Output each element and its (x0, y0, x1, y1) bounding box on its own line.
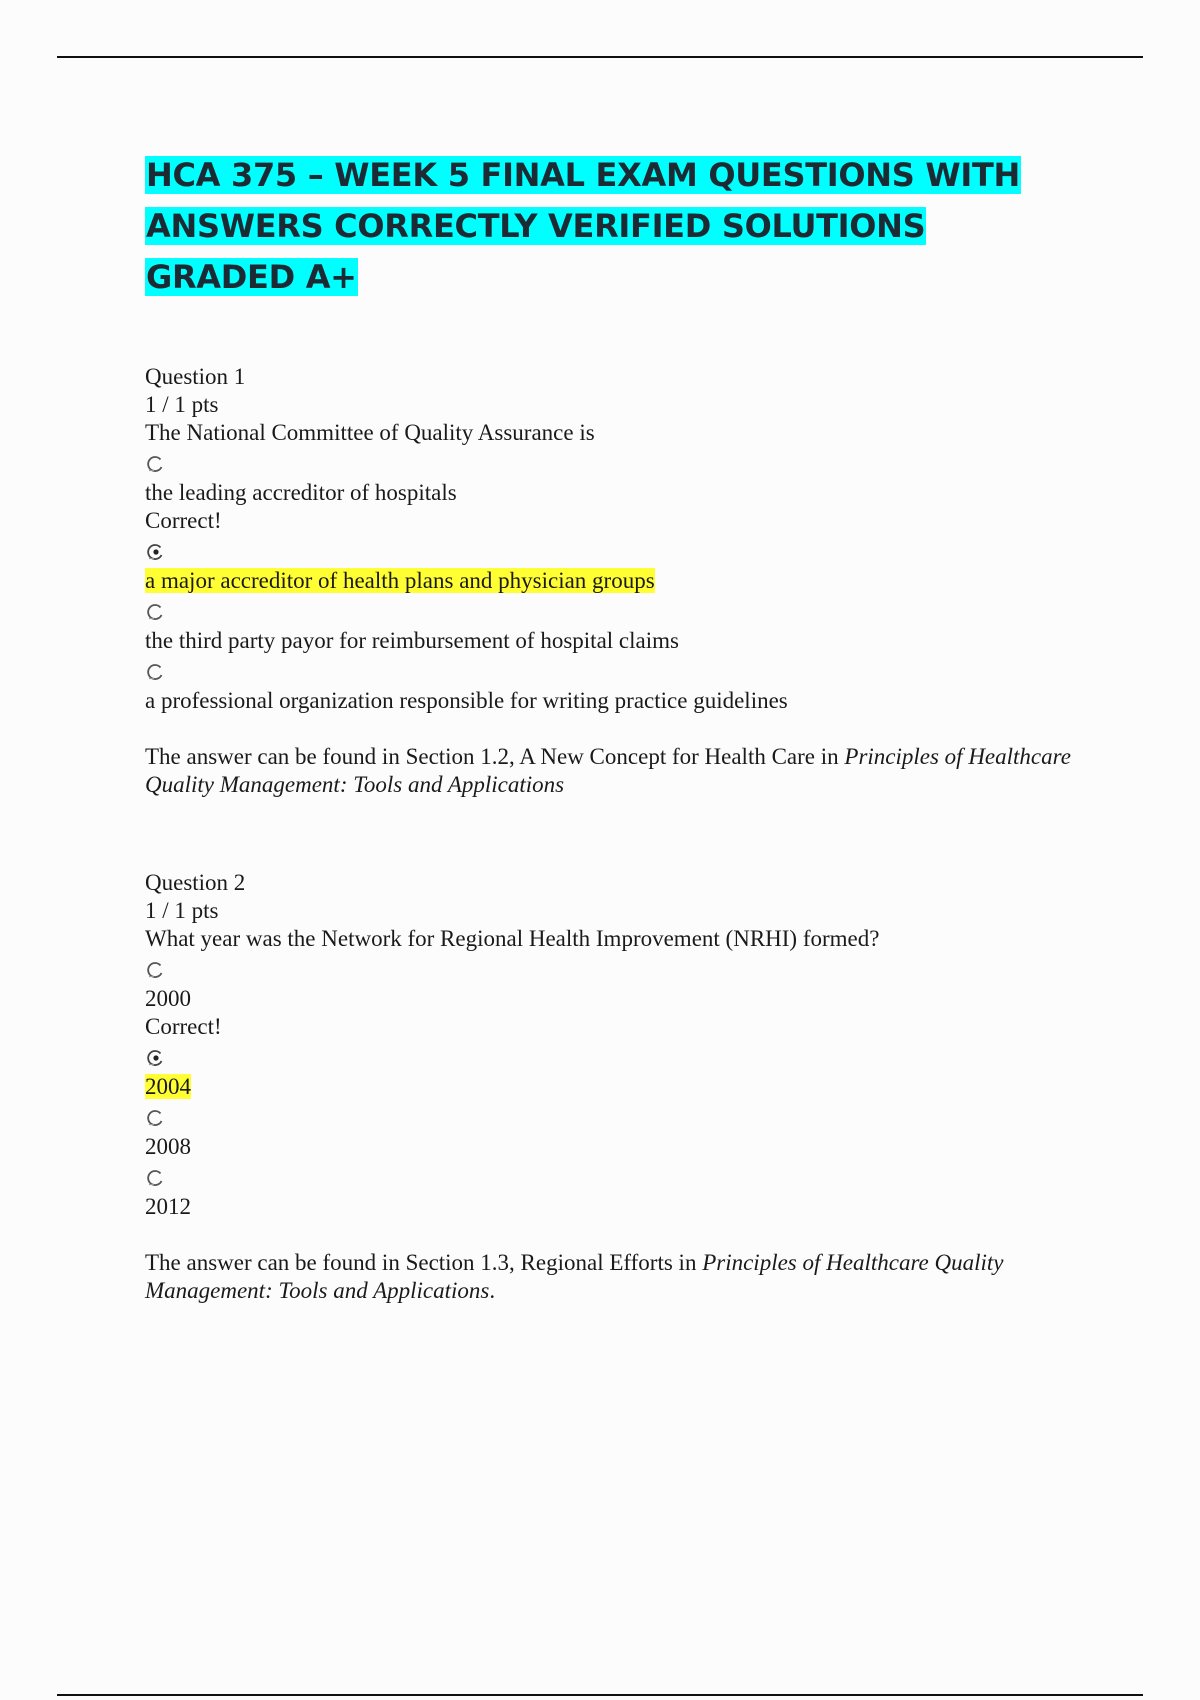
reference-book: Principles of Healthcare Quality Management: Tools and Applications (145, 1250, 1004, 1303)
document-title (145, 150, 1085, 303)
question-label: Question 1 (145, 364, 246, 389)
answer-option: 2008 (145, 1134, 191, 1159)
answer-option: the leading accreditor of hospitals (145, 480, 457, 505)
question-points: 1 / 1 pts (145, 392, 219, 417)
correct-label: Correct! (145, 508, 222, 533)
document-body (145, 150, 1085, 1305)
answer-option: 2012 (145, 1194, 191, 1219)
answer-reference (145, 743, 1085, 799)
question-1 (145, 363, 1085, 799)
answer-option: 2000 (145, 986, 191, 1011)
highlighted-answer: 2004 (145, 1074, 191, 1099)
radio-unselected-icon[interactable] (146, 455, 164, 473)
question-prompt: What year was the Network for Regional Health Improvement (NRHI) formed? (145, 926, 880, 951)
radio-selected-icon[interactable] (146, 543, 164, 561)
question-label: Question 2 (145, 870, 246, 895)
question-2 (145, 869, 1085, 1305)
question-prompt: The National Committee of Quality Assurance is (145, 420, 595, 445)
answer-option: the third party payor for reimbursement of hospital claims (145, 628, 679, 653)
answer-option-correct (145, 1073, 1085, 1101)
radio-unselected-icon[interactable] (146, 1109, 164, 1127)
reference-text: The answer can be found in Section 1.2, A New Concept for Health Care in (145, 744, 839, 769)
radio-unselected-icon[interactable] (146, 961, 164, 979)
bottom-rule (57, 1694, 1143, 1696)
title-text: HCA 375 – WEEK 5 FINAL EXAM QUESTIONS WITH ANSWERS CORRECTLY VERIFIED SOLUTIONS GRADED A+ (146, 156, 1020, 296)
reference-book: Principles of Healthcare Quality Management: Tools and Applications (145, 744, 1071, 797)
reference-end: . (489, 1278, 496, 1303)
radio-unselected-icon[interactable] (146, 603, 164, 621)
answer-reference (145, 1249, 1085, 1305)
top-rule (57, 56, 1143, 58)
question-points: 1 / 1 pts (145, 898, 219, 923)
answer-option: a professional organization responsible for writing practice guidelines (145, 688, 788, 713)
highlighted-answer: a major accreditor of health plans and physician groups (145, 568, 655, 593)
reference-text: The answer can be found in Section 1.3, Regional Efforts in (145, 1250, 697, 1275)
radio-unselected-icon[interactable] (146, 663, 164, 681)
radio-unselected-icon[interactable] (146, 1169, 164, 1187)
radio-selected-icon[interactable] (146, 1049, 164, 1067)
answer-option-correct (145, 567, 1085, 595)
correct-label: Correct! (145, 1014, 222, 1039)
